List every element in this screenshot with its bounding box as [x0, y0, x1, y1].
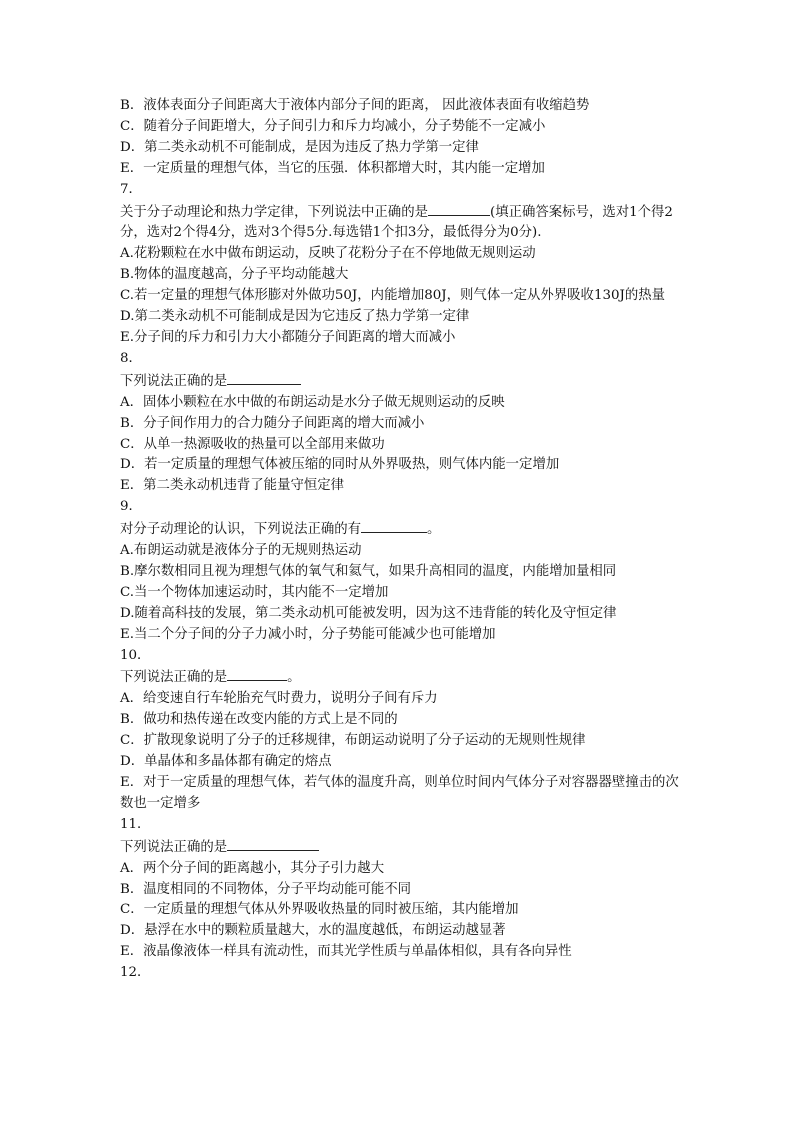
q8-option-c: C．从单一热源吸收的热量可以全部用来做功	[120, 436, 385, 452]
q7-stem	[120, 201, 690, 245]
q7-option-e: E.分子间的斥力和引力大小都随分子间距离的增大而减小	[120, 329, 456, 345]
q10-option-a: A．给变速自行车轮胎充气时费力，说明分子间有斥力	[120, 691, 438, 707]
q10-stem-text: 下列说法正确的是	[120, 670, 228, 686]
q9-option-b: B.摩尔数相同且视为理想气体的氧气和氦气，如果升高相同的温度，内能增加量相同	[120, 563, 617, 579]
q11-option-b: B．温度相同的不同物体，分子平均动能可能不同	[120, 881, 412, 897]
q10-option-b: B．做功和热传递在改变内能的方式上是不同的	[120, 712, 398, 728]
q11-stem-text: 下列说法正确的是	[120, 839, 228, 855]
q7-stem-text: 关于分子动理论和热力学定律，下列说法中正确的是	[120, 204, 428, 220]
q9-answer-blank	[361, 518, 427, 533]
q8-answer-blank	[227, 370, 301, 385]
q7-stem-note: (填正确答案标号，选对1个得2分，选对2个得4分，选对3个得5分.每选错1个扣3分，最低得分为0分).	[120, 204, 673, 241]
q9-option-d: D.随着高科技的发展，第二类永动机可能被发明，因为这不违背能的转化及守恒定律	[120, 605, 617, 621]
q10-option-c: C．扩散现象说明了分子的迁移规律，布朗运动说明了分子运动的无规则性规律	[120, 733, 586, 749]
q10-option-e: E．对于一定质量的理想气体，若气体的温度升高，则单位时间内气体分子对容器器壁撞击的次数也一定增多	[120, 775, 679, 811]
q11-option-a: A．两个分子间的距离越小，其分子引力越大	[120, 860, 385, 876]
q9-stem-end: 。	[427, 522, 441, 538]
q8-option-b: B．分子间作用力的合力随分子间距离的增大而减小	[120, 415, 425, 431]
q6-option-d: D．第二类永动机不可能制成，是因为违反了热力学第一定律	[120, 139, 479, 155]
q9-option-e: E.当二个分子间的分子力减小时，分子势能可能减少也可能增加	[120, 626, 496, 642]
q9-option-a: A.布朗运动就是液体分子的无规则热运动	[120, 543, 362, 559]
q10-number: 10．	[120, 647, 151, 663]
q10-answer-blank	[227, 666, 287, 681]
q8-option-d: D．若一定质量的理想气体被压缩的同时从外界吸热，则气体内能一定增加	[120, 457, 560, 473]
q9-option-c: C.当一个物体加速运动时，其内能不一定增加	[120, 584, 389, 600]
q11-number: 11．	[120, 816, 151, 832]
q11-option-e: E．液晶像液体一样具有流动性，而其光学性质与单晶体相似，具有各向异性	[120, 944, 572, 960]
q11-option-d: D．悬浮在水中的颗粒质量越大，水的温度越低，布朗运动越显著	[120, 923, 506, 939]
q10-stem-end: 。	[287, 670, 301, 686]
q7-number: 7．	[120, 181, 142, 197]
q6-option-e: E．一定质量的理想气体，当它的压强．体积都增大时，其内能一定增加	[120, 160, 545, 176]
q7-option-a: A.花粉颗粒在水中做布朗运动，反映了花粉分子在不停地做无规则运动	[120, 246, 536, 262]
q11-answer-blank	[227, 836, 319, 851]
q9-stem-text: 对分子动理论的认识，下列说法正确的有	[120, 522, 362, 538]
q10-option-d: D．单晶体和多晶体都有确定的熔点	[120, 754, 332, 770]
q8-stem	[120, 370, 690, 393]
q9-number: 9．	[120, 499, 142, 515]
q9-stem	[120, 518, 690, 541]
q7-answer-blank	[428, 201, 490, 216]
q11-option-c: C．一定质量的理想气体从外界吸收热量的同时被压缩，其内能增加	[120, 902, 519, 918]
q8-number: 8．	[120, 350, 142, 366]
q7-option-d: D.第二类永动机不可能制成是因为它违反了热力学第一定律	[120, 309, 470, 325]
q7-option-c: C.若一定量的理想气体形膨对外做功50J，内能增加80J，则气体一定从外界吸收130J的热量	[120, 288, 666, 304]
q6-option-b: B．液体表面分子间距离大于液体内部分子间的距离， 因此液体表面有收缩趋势	[120, 98, 590, 113]
q8-option-a: A．固体小颗粒在水中做的布朗运动是水分子做无规则运动的反映	[120, 394, 505, 410]
q8-option-e: E．第二类永动机违背了能量守恒定律	[120, 478, 345, 494]
q7-option-b: B.物体的温度越高，分子平均动能越大	[120, 267, 349, 283]
document-page	[120, 96, 690, 984]
q12-number: 12．	[120, 965, 151, 981]
q6-option-c: C．随着分子间距增大，分子间引力和斥力均减小，分子势能不一定减小	[120, 118, 546, 134]
q11-stem	[120, 836, 690, 859]
q10-stem	[120, 666, 690, 689]
q8-stem-text: 下列说法正确的是	[120, 373, 228, 389]
